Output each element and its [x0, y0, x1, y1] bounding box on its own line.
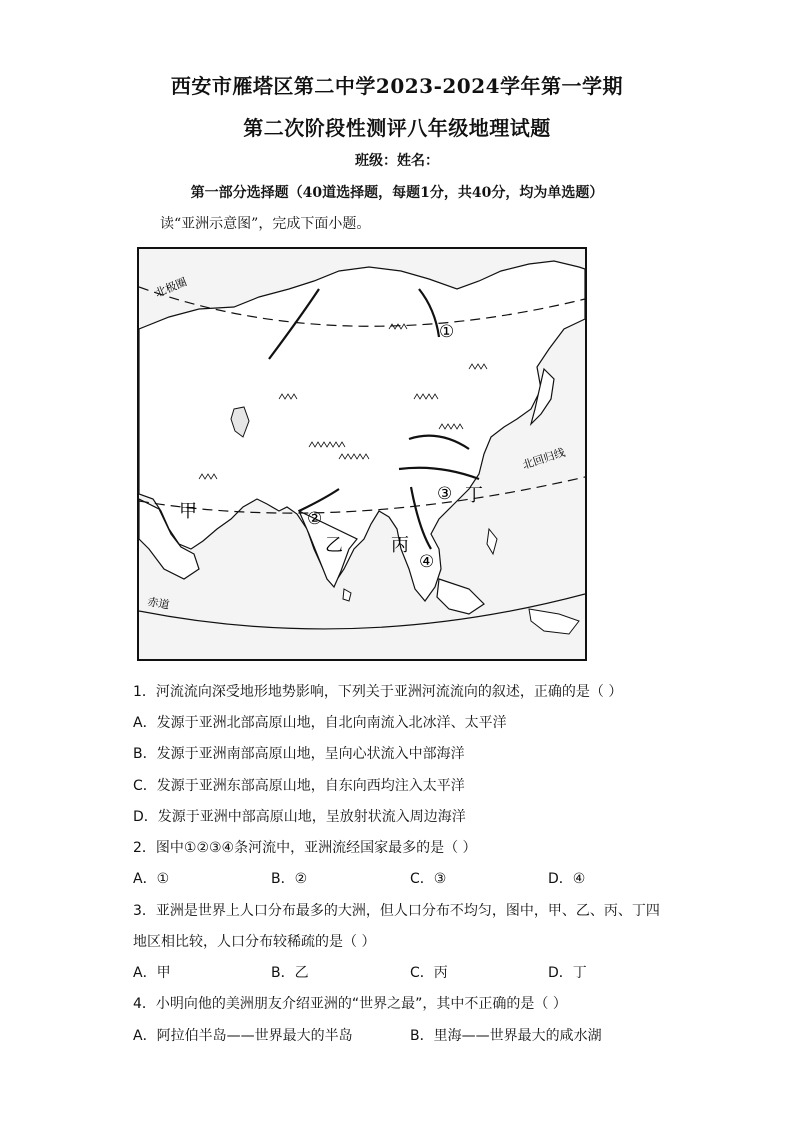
exam-title-line2: 第二次阶段性测评八年级地理试题: [243, 116, 551, 140]
question-1-option-d[interactable]: D．发源于亚洲中部高原山地，呈放射状流入周边海洋: [133, 809, 466, 825]
question-2-option-d[interactable]: D．④: [548, 871, 586, 887]
region-ding-label: 丁: [465, 485, 483, 506]
asia-landmass: [139, 261, 585, 601]
question-1-option-b[interactable]: B．发源于亚洲南部高原山地，呈向心状流入中部海洋: [133, 746, 465, 762]
new-guinea-island: [529, 609, 579, 634]
sri-lanka-island: [343, 589, 351, 601]
region-bing-label: 丙: [391, 535, 409, 556]
question-2-option-a[interactable]: A．①: [133, 871, 170, 887]
question-4-stem: 4．小明向他的美洲朋友介绍亚洲的“世界之最”，其中不正确的是（ ）: [133, 996, 567, 1012]
question-3-stem-line2: 地区相比较，人口分布较稀疏的是（ ）: [133, 934, 376, 950]
question-3-option-a[interactable]: A．甲: [133, 965, 171, 981]
question-2-option-c[interactable]: C．③: [410, 871, 447, 887]
tropic-of-cancer-label: 北回归线: [520, 445, 567, 472]
region-jia-label: 甲: [179, 501, 197, 522]
question-2-option-b[interactable]: B．②: [271, 871, 308, 887]
question-1-stem: 1．河流流向深受地形地势影响，下列关于亚洲河流流向的叙述，正确的是（ ）: [133, 684, 623, 700]
river-3-label: ③: [437, 484, 453, 504]
equator-label: 赤道: [146, 595, 171, 612]
question-4-option-b[interactable]: B．里海——世界最大的咸水湖: [410, 1028, 602, 1044]
river-2-label: ②: [307, 509, 323, 529]
southeast-asian-islands: [437, 579, 484, 614]
question-4-option-a[interactable]: A．阿拉伯半岛——世界最大的半岛: [133, 1028, 353, 1044]
question-3-option-b[interactable]: B．乙: [271, 965, 309, 981]
question-1-option-a[interactable]: A．发源于亚洲北部高原山地，自北向南流入北冰洋、太平洋: [133, 715, 507, 731]
question-2-stem: 2．图中①②③④条河流中，亚洲流经国家最多的是（ ）: [133, 840, 477, 856]
question-3-option-d[interactable]: D．丁: [548, 965, 587, 981]
river-4-label: ④: [419, 552, 435, 572]
section-heading: 第一部分选择题（40道选择题，每题1分，共40分，均为单选题）: [190, 185, 604, 201]
question-3-stem-line1: 3．亚洲是世界上人口分布最多的大洲，但人口分布不均匀，图中，甲、乙、丙、丁四: [133, 903, 660, 919]
asia-map-svg: [139, 249, 585, 659]
asia-map: [137, 247, 587, 661]
philippine-islands: [487, 529, 497, 554]
arctic-circle-label: 北极圈: [153, 275, 189, 300]
river-1-label: ①: [439, 322, 455, 342]
question-1-option-c[interactable]: C．发源于亚洲东部高原山地，自东向西均注入太平洋: [133, 778, 465, 794]
region-yi-label: 乙: [325, 535, 343, 556]
map-intro: 读“亚洲示意图”，完成下面小题。: [160, 216, 371, 232]
exam-title-line1: 西安市雁塔区第二中学2023-2024学年第一学期: [170, 74, 624, 98]
class-name-line: 班级：姓名：: [355, 153, 439, 169]
equator-line: [139, 594, 585, 629]
question-3-option-c[interactable]: C．丙: [410, 965, 448, 981]
